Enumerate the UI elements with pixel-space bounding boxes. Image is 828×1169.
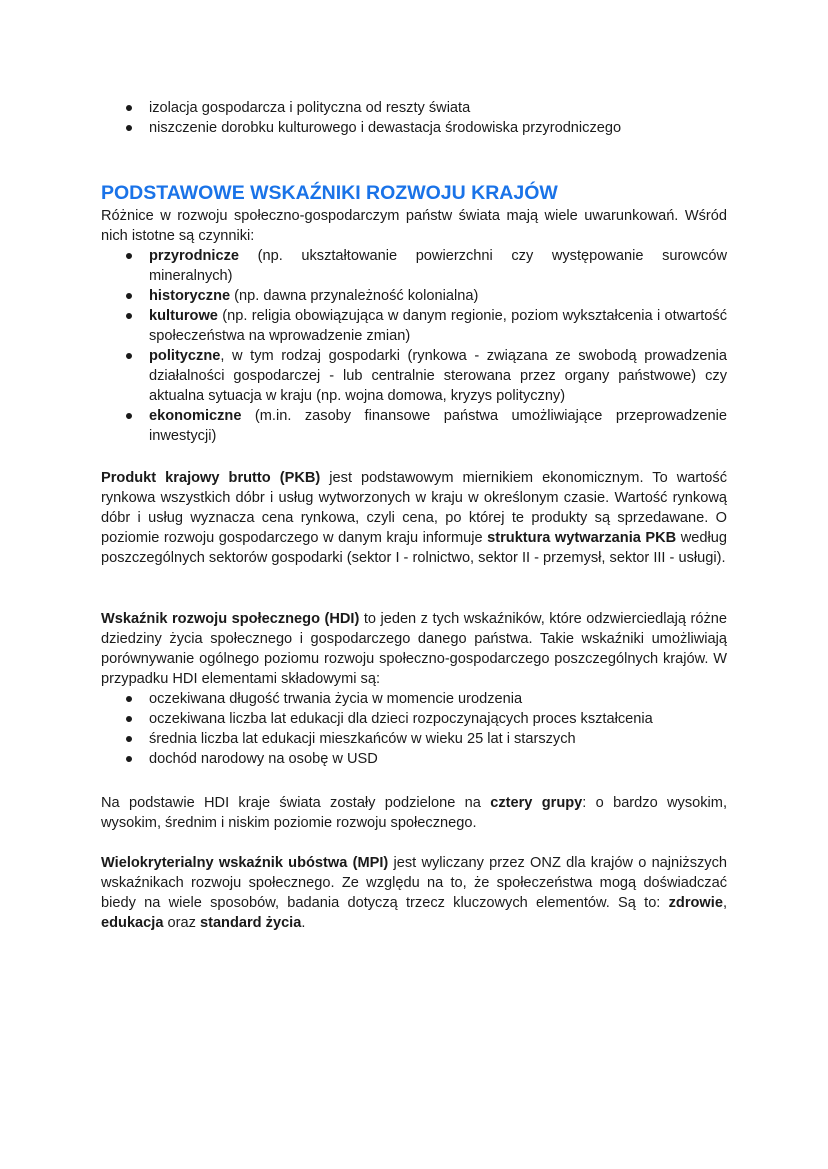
list-item: przyrodnicze (np. ukształtowanie powierzchni czy występowanie surowców mineralnych) xyxy=(101,246,727,286)
list-item: historyczne (np. dawna przynależność kolonialna) xyxy=(101,286,727,306)
bullet-icon xyxy=(126,125,132,131)
list-item: izolacja gospodarcza i polityczna od reszty świata xyxy=(101,98,727,118)
hdi-paragraph: Wskaźnik rozwoju społecznego (HDI) to jeden z tych wskaźników, które odzwierciedlają różne dziedziny życia społecznego i gospodarczego danego państwa. Takie wskaźniki umożliwiają porównywanie ogólnego poziomu rozwoju społeczno-gospodarczego poszczególnych krajów. W przypadku HDI elementami składowymi są: xyxy=(101,611,727,687)
top-bullet-list xyxy=(101,98,727,138)
bullet-icon xyxy=(126,696,132,702)
section-heading: PODSTAWOWE WSKAŹNIKI ROZWOJU KRAJÓW xyxy=(101,182,558,204)
list-item: kulturowe (np. religia obowiązująca w danym regionie, poziom wykształcenia i otwartość społeczeństwa na wprowadzenie zmian) xyxy=(101,306,727,346)
bullet-icon xyxy=(126,353,132,359)
list-item: średnia liczba lat edukacji mieszkańców w wieku 25 lat i starszych xyxy=(101,729,727,749)
bullet-icon xyxy=(126,253,132,259)
factors-section xyxy=(101,206,727,446)
list-item: dochód narodowy na osobę w USD xyxy=(101,749,727,769)
factors-list xyxy=(101,246,727,446)
list-item: ekonomiczne (m.in. zasoby finansowe państwa umożliwiające przeprowadzenie inwestycji) xyxy=(101,406,727,446)
bullet-icon xyxy=(126,736,132,742)
mpi-paragraph: Wielokryterialny wskaźnik ubóstwa (MPI) jest wyliczany przez ONZ dla krajów o najniższych wskaźnikach rozwoju społecznego. Ze względu na to, że społeczeństwa mogą doświadczać biedy na wiele sposobów, badania dotyczą trzecz kluczowych elementów. Są to: zdrowie, edukacja oraz standard życia. xyxy=(101,855,727,931)
hdi-groups-paragraph: Na podstawie HDI kraje świata zostały podzielone na cztery grupy: o bardzo wysokim, wysokim, średnim i niskim poziomie rozwoju społecznego. xyxy=(101,795,728,831)
intro-paragraph: Różnice w rozwoju społeczno-gospodarczym państw świata mają wiele uwarunkowań. Wśród nich istotne są czynniki: xyxy=(101,208,727,244)
list-item: oczekiwana długość trwania życia w momencie urodzenia xyxy=(101,689,727,709)
hdi-components-list xyxy=(101,689,727,769)
bullet-icon xyxy=(126,413,132,419)
list-item: niszczenie dorobku kulturowego i dewastacja środowiska przyrodniczego xyxy=(101,118,727,138)
hdi-section xyxy=(101,609,727,769)
list-item: oczekiwana liczba lat edukacji dla dzieci rozpoczynających proces kształcenia xyxy=(101,709,727,729)
bullet-icon xyxy=(126,716,132,722)
pkb-paragraph: Produkt krajowy brutto (PKB) jest podstawowym miernikiem ekonomicznym. To wartość rynkowa wszystkich dóbr i usług wytworzonych w kraju w określonym czasie. Wartość rynkową dóbr i usług wyznacza cena rynkowa, czyli cena, po której te produkty są sprzedawane. O poziomie rozwoju gospodarczego w danym kraju informuje struktura wytwarzania PKB według poszczególnych sektorów gospodarki (sektor I - rolnictwo, sektor II - przemysł, sektor III - usługi). xyxy=(101,470,727,566)
list-item: polityczne, w tym rodzaj gospodarki (rynkowa - związana ze swobodą prowadzenia działalności gospodarczej - lub centralnie sterowana przez organy państwowe) czy aktualna sytuacja w kraju (np. wojna domowa, kryzys polityczny) xyxy=(101,346,727,406)
bullet-icon xyxy=(126,293,132,299)
bullet-icon xyxy=(126,756,132,762)
bullet-icon xyxy=(126,313,132,319)
bullet-icon xyxy=(126,105,132,111)
